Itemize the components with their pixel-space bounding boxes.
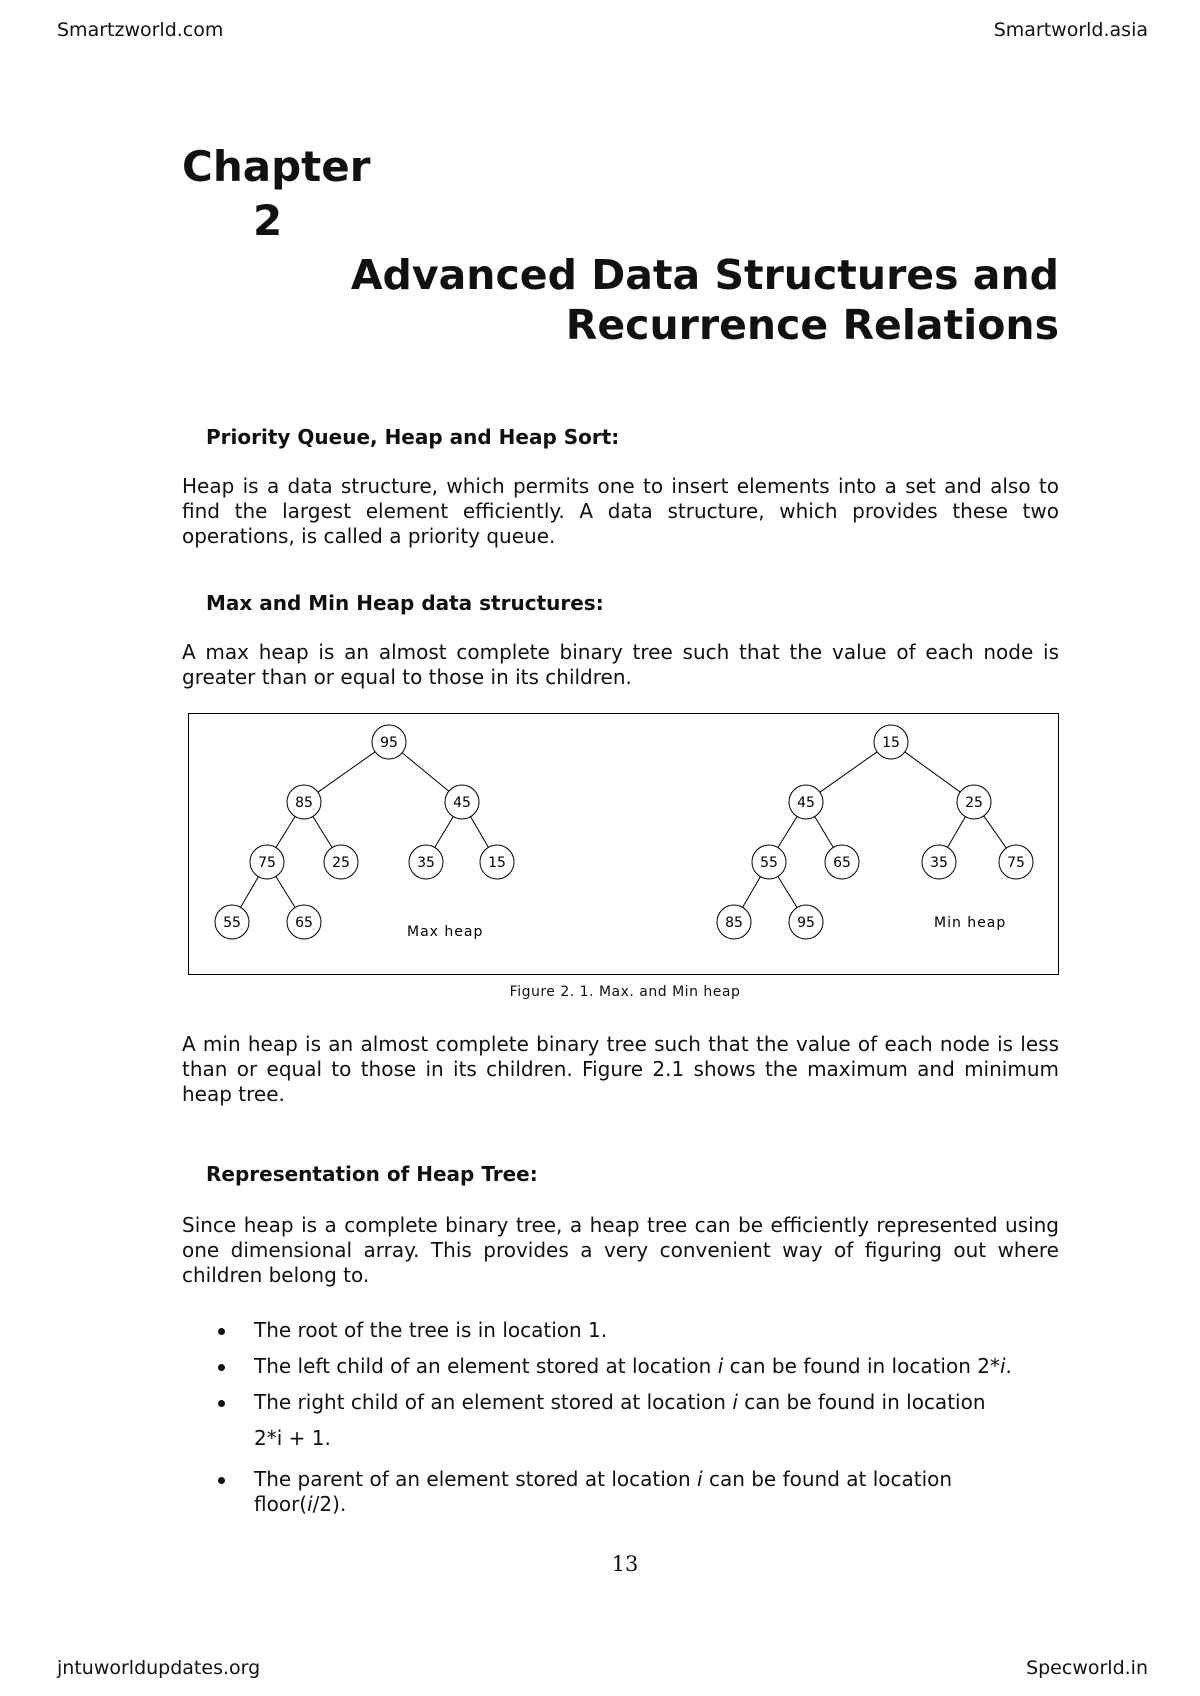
bullet-text: can be found in location bbox=[737, 1390, 986, 1414]
max-heap-node-value: 65 bbox=[295, 915, 313, 931]
min-heap-node-value: 85 bbox=[725, 915, 743, 931]
bullet-text: The parent of an element stored at location bbox=[254, 1467, 698, 1491]
max-heap-node bbox=[445, 785, 479, 819]
min-heap-node bbox=[789, 905, 823, 939]
max-heap-node bbox=[287, 785, 321, 819]
min-heap-node-value: 25 bbox=[965, 795, 983, 811]
min-heap-node-value: 45 bbox=[797, 795, 815, 811]
bullet-text: . bbox=[1005, 1354, 1012, 1378]
max-heap-edge bbox=[435, 817, 454, 848]
min-heap-edge bbox=[778, 876, 797, 907]
max-heap-node bbox=[480, 845, 514, 879]
max-heap-edge bbox=[471, 817, 489, 848]
max-heap-node-value: 15 bbox=[488, 855, 506, 871]
bullet-text: can be found in location 2* bbox=[723, 1354, 1000, 1378]
max-heap-edge bbox=[241, 877, 259, 908]
bullet-dot bbox=[218, 1364, 225, 1371]
bullet-text: /2). bbox=[312, 1492, 347, 1516]
min-heap-node bbox=[999, 845, 1033, 879]
bullet-text: floor( bbox=[254, 1492, 308, 1516]
watermark-bottom-right: Specworld.in bbox=[1026, 1657, 1148, 1679]
min-heap-edge bbox=[815, 817, 834, 848]
max-heap-edge bbox=[276, 876, 295, 907]
max-min-heap-heading: Max and Min Heap data structures: bbox=[206, 591, 604, 615]
min-heap-node-value: 75 bbox=[1007, 855, 1025, 871]
bullet-text: The left child of an element stored at location bbox=[254, 1354, 718, 1378]
min-heap-node bbox=[922, 845, 956, 879]
min-heap-node bbox=[957, 785, 991, 819]
bullet-dot bbox=[218, 1328, 225, 1335]
bullet-dot bbox=[218, 1477, 225, 1484]
page-number: 13 bbox=[611, 1552, 639, 1576]
max-heap-node-value: 45 bbox=[453, 795, 471, 811]
bullet-text: can be found at location bbox=[702, 1467, 953, 1491]
max-heap-node-value: 55 bbox=[223, 915, 241, 931]
heap-figure bbox=[188, 713, 1059, 975]
max-heap-edge bbox=[402, 753, 449, 791]
min-heap-node bbox=[752, 845, 786, 879]
min-heap-edge bbox=[984, 816, 1007, 848]
min-heap-node-value: 15 bbox=[882, 735, 900, 751]
chapter-title-line-1: Advanced Data Structures and bbox=[350, 251, 1059, 299]
min-heap-node bbox=[789, 785, 823, 819]
heap-figure-svg bbox=[189, 714, 1060, 976]
watermark-top-right: Smartworld.asia bbox=[993, 19, 1148, 41]
min-heap-node bbox=[874, 725, 908, 759]
chapter-number: 2 bbox=[253, 196, 283, 245]
max-heap-edge bbox=[318, 752, 375, 792]
priority-queue-heading: Priority Queue, Heap and Heap Sort: bbox=[206, 425, 620, 449]
bullet-item bbox=[182, 1467, 1059, 1517]
min-heap-edge bbox=[820, 752, 877, 792]
min-heap-node-value: 65 bbox=[833, 855, 851, 871]
max-heap-node bbox=[409, 845, 443, 879]
bullet-item bbox=[182, 1312, 1059, 1348]
watermark-bottom-left: jntuworldupdates.org bbox=[57, 1657, 261, 1679]
min-heap-node-value: 95 bbox=[797, 915, 815, 931]
bullet-variable: i bbox=[307, 1492, 313, 1516]
min-heap-paragraph: A min heap is an almost complete binary tree such that the value of each node is less than or equal to those in its children. Figure 2.1 shows the maximum and minimum heap tree. bbox=[182, 1032, 1059, 1106]
representation-heading: Representation of Heap Tree: bbox=[206, 1162, 538, 1186]
max-heap-edge bbox=[276, 816, 295, 847]
min-heap-label: Min heap bbox=[934, 915, 1007, 931]
max-heap-node-value: 85 bbox=[295, 795, 313, 811]
max-heap-node-value: 35 bbox=[417, 855, 435, 871]
max-heap-label: Max heap bbox=[407, 924, 484, 940]
max-heap-node-value: 95 bbox=[380, 735, 398, 751]
bullet-dot bbox=[218, 1400, 225, 1407]
watermark-top-left: Smartzworld.com bbox=[57, 19, 224, 41]
min-heap-node-value: 35 bbox=[930, 855, 948, 871]
figure-caption: Figure 2. 1. Max. and Min heap bbox=[509, 984, 741, 1000]
bullet-item bbox=[182, 1384, 1059, 1456]
bullet-variable: i bbox=[999, 1354, 1006, 1378]
min-heap-edge bbox=[905, 752, 960, 792]
min-heap-edge bbox=[778, 816, 797, 847]
bullet-text: The right child of an element stored at location bbox=[254, 1390, 733, 1414]
representation-paragraph: Since heap is a complete binary tree, a heap tree can be efficiently represented using one dimensional array. This provides a very convenient way of figuring out where children belong to. bbox=[182, 1213, 1059, 1287]
max-heap-node-value: 25 bbox=[332, 855, 350, 871]
bullet-text: 2*i + 1. bbox=[254, 1426, 331, 1450]
bullet-variable: i bbox=[697, 1467, 703, 1491]
max-heap-paragraph: A max heap is an almost complete binary tree such that the value of each node is greater than or equal to those in its children. bbox=[182, 640, 1059, 689]
bullet-item bbox=[182, 1348, 1059, 1384]
max-heap-node-value: 75 bbox=[258, 855, 276, 871]
max-heap-node bbox=[372, 725, 406, 759]
max-heap-edge bbox=[313, 816, 332, 847]
max-heap-node bbox=[287, 905, 321, 939]
bullet-variable: i bbox=[717, 1354, 724, 1378]
priority-queue-paragraph: Heap is a data structure, which permits one to insert elements into a set and also to find the largest element efficiently. A data structure, which provides these two operations, is called a priority queue. bbox=[182, 474, 1059, 548]
chapter-title-line-2: Recurrence Relations bbox=[565, 301, 1059, 349]
max-heap-node bbox=[215, 905, 249, 939]
min-heap-edge bbox=[948, 817, 966, 848]
chapter-label: Chapter bbox=[182, 142, 371, 191]
min-heap-node bbox=[825, 845, 859, 879]
heap-location-rules bbox=[182, 1312, 1059, 1517]
min-heap-edge bbox=[743, 877, 761, 908]
bullet-variable: i bbox=[732, 1390, 738, 1414]
max-heap-node bbox=[324, 845, 358, 879]
min-heap-node-value: 55 bbox=[760, 855, 778, 871]
chapter-title bbox=[299, 250, 1059, 350]
min-heap-node bbox=[717, 905, 751, 939]
max-heap-node bbox=[250, 845, 284, 879]
bullet-text: The root of the tree is in location 1. bbox=[254, 1318, 608, 1342]
